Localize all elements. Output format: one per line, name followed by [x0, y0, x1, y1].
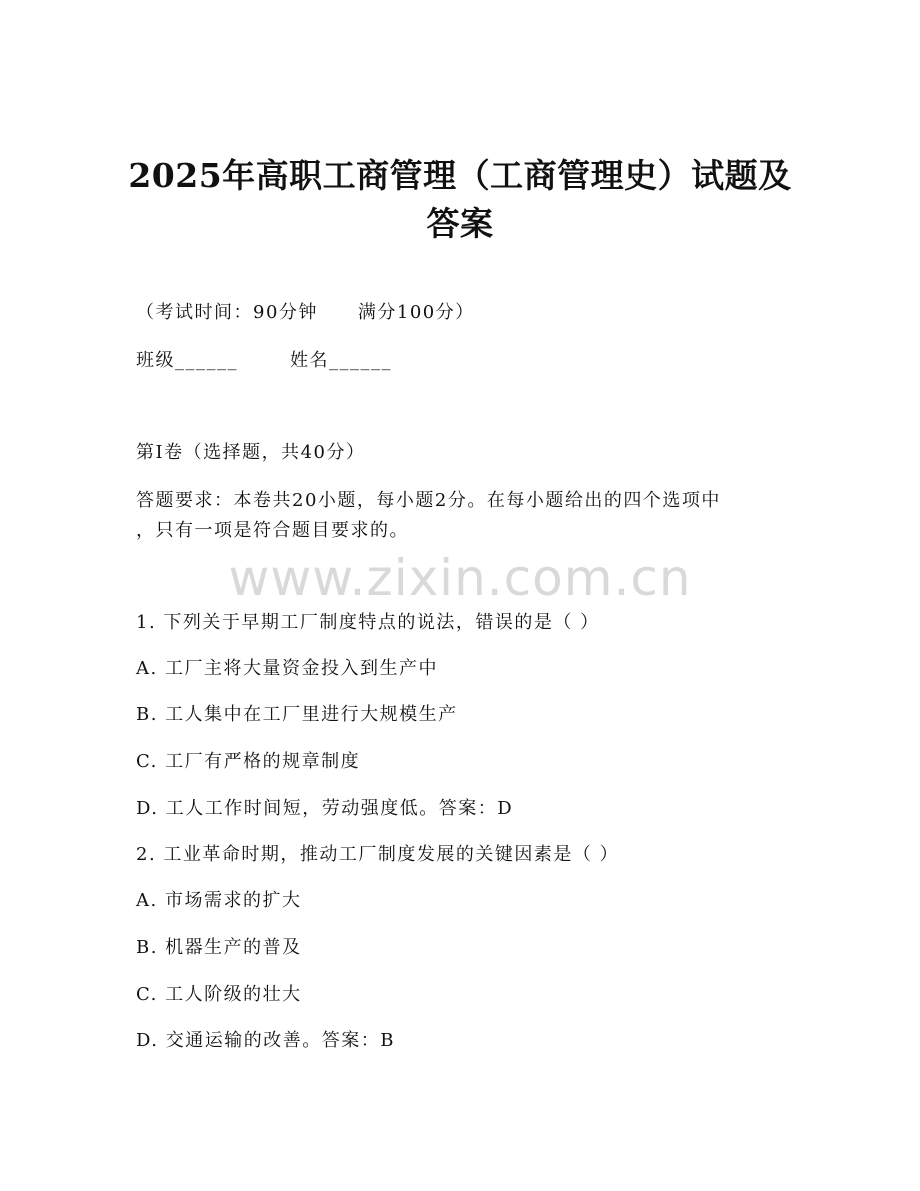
question-1-stem: 1. 下列关于早期工厂制度特点的说法，错误的是（ ） — [136, 612, 600, 633]
instructions-line-1: 答题要求：本卷共20小题，每小题2分。在每小题给出的四个选项中 — [136, 490, 721, 511]
question-1-option-d: D. 工人工作时间短，劳动强度低。答案：D — [136, 798, 514, 819]
section-title: 第I卷（选择题，共40分） — [136, 442, 366, 463]
question-1-option-c: C. 工厂有严格的规章制度 — [136, 751, 361, 772]
full-score: 满分100分） — [357, 302, 475, 323]
question-1-option-b: B. 工人集中在工厂里进行大规模生产 — [136, 704, 458, 725]
exam-info — [136, 300, 475, 326]
document-title: 2025年高职工商管理（工商管理史）试题及答案 — [128, 156, 792, 243]
question-2-stem: 2. 工业革命时期，推动工厂制度发展的关键因素是（ ） — [136, 844, 620, 865]
name-field: 姓名______ — [290, 350, 392, 371]
watermark: www.zixin.com.cn — [228, 549, 692, 607]
question-1-option-a: A. 工厂主将大量资金投入到生产中 — [136, 658, 438, 679]
question-2-option-c: C. 工人阶级的壮大 — [136, 984, 302, 1005]
exam-time: （考试时间：90分钟 — [136, 302, 318, 323]
class-field: 班级______ — [136, 350, 238, 371]
question-2-option-b: B. 机器生产的普及 — [136, 937, 302, 958]
instructions-line-2: ，只有一项是符合题目要求的。 — [136, 520, 409, 541]
question-2-option-a: A. 市场需求的扩大 — [136, 890, 302, 911]
question-2-option-d: D. 交通运输的改善。答案：B — [136, 1030, 395, 1051]
student-info — [136, 348, 392, 374]
